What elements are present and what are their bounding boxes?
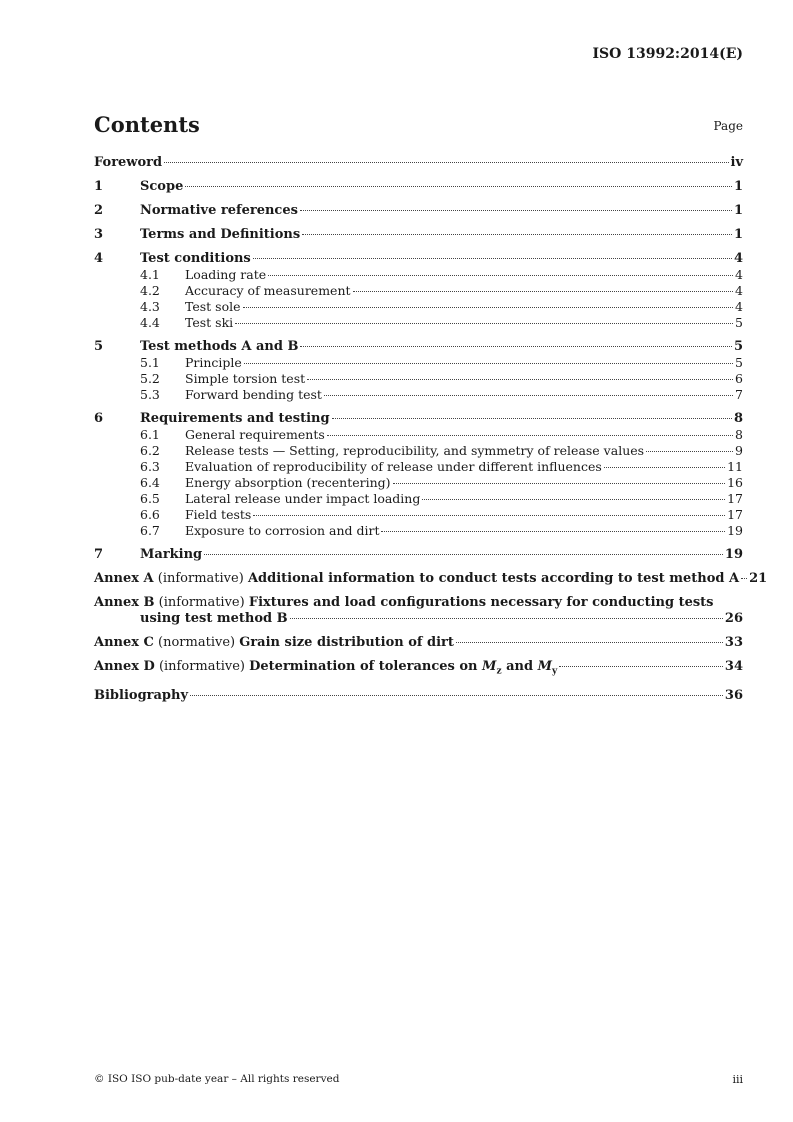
- toc-entry-title: Requirements and testing: [140, 411, 330, 426]
- toc-subentry-page: 5: [735, 355, 743, 370]
- toc-entry-number: 6: [94, 411, 104, 426]
- toc-subentry-number: 5.1: [140, 355, 160, 370]
- toc-entry-page: iv: [730, 155, 743, 170]
- annex-page: 33: [724, 635, 743, 650]
- dot-leader: [393, 483, 726, 484]
- toc-entry-title: Normative references: [140, 203, 298, 218]
- table-of-contents: [94, 155, 768, 704]
- dot-leader: [253, 258, 732, 259]
- toc-subentry-title: Energy absorption (recentering): [185, 475, 391, 490]
- toc-subentry-number: 4.3: [140, 299, 160, 314]
- toc-subentry-number: 5.3: [140, 387, 160, 402]
- toc-subentry-title: Exposure to corrosion and dirt: [185, 523, 380, 538]
- toc-subentry-number: 5.2: [140, 371, 160, 386]
- toc-subentry-title: Release tests — Setting, reproducibility, and symmetry of release values: [185, 443, 645, 458]
- dot-leader: [190, 695, 723, 696]
- toc-entry-requirements-and-testing[interactable]: [94, 411, 743, 427]
- toc-subentry[interactable]: [94, 315, 743, 331]
- dot-leader: [243, 307, 734, 308]
- toc-entry-title: Test conditions: [140, 251, 251, 266]
- toc-annex-d[interactable]: [94, 659, 743, 680]
- toc-subentry[interactable]: [94, 387, 743, 403]
- annex-kind: (informative): [158, 659, 245, 674]
- toc-entry-number: 5: [94, 339, 104, 354]
- toc-entry-terms-and-definitions[interactable]: [94, 227, 743, 243]
- toc-entry-title: Marking: [140, 547, 203, 562]
- annex-label: Annex D: [94, 659, 155, 674]
- toc-entry-page: 19: [724, 547, 743, 562]
- toc-subentry-page: 4: [735, 283, 743, 298]
- dot-leader: [456, 642, 723, 643]
- dot-leader: [559, 666, 723, 667]
- annex-title-continuation: using test method B: [140, 611, 288, 626]
- toc-subentry[interactable]: [94, 371, 743, 387]
- dot-leader: [353, 291, 734, 292]
- annex-label: Annex B: [94, 595, 155, 610]
- toc-subentry[interactable]: [94, 267, 743, 283]
- toc-subentry-title: Loading rate: [185, 267, 267, 282]
- toc-subentry[interactable]: [94, 427, 743, 443]
- dot-leader: [185, 186, 732, 187]
- toc-subentry-title: Accuracy of measurement: [185, 283, 351, 298]
- toc-subentry-title: Forward bending test: [185, 387, 322, 402]
- dot-leader: [300, 210, 732, 211]
- toc-entry-bibliography[interactable]: [94, 688, 743, 704]
- annex-title: Additional information to conduct tests according to test method A: [247, 571, 740, 586]
- dot-leader: [204, 554, 723, 555]
- toc-subentry-number: 6.5: [140, 491, 160, 506]
- dot-leader: [235, 323, 733, 324]
- toc-entry-title: Scope: [140, 179, 184, 194]
- dot-leader: [253, 515, 725, 516]
- dot-leader: [332, 418, 732, 419]
- toc-subentry-number: 6.7: [140, 523, 160, 538]
- annex-title: Grain size distribution of dirt: [239, 635, 454, 650]
- dot-leader: [290, 618, 723, 619]
- toc-entry-page: 4: [733, 251, 743, 266]
- footer-page-number: iii: [732, 1073, 743, 1086]
- toc-annex-a[interactable]: [94, 571, 768, 587]
- toc-subentry-page: 4: [735, 299, 743, 314]
- toc-subentry-title: Principle: [185, 355, 242, 370]
- toc-subentry-number: 6.6: [140, 507, 160, 522]
- toc-subentry-page: 19: [727, 523, 743, 538]
- toc-subentry[interactable]: [94, 523, 743, 539]
- contents-title: Contents: [94, 112, 200, 137]
- annex-kind: (informative): [158, 595, 245, 610]
- toc-subentry-number: 6.1: [140, 427, 160, 442]
- annex-title: Fixtures and load configurations necessary for conducting tests: [248, 595, 714, 610]
- toc-entry-number: 4: [94, 251, 104, 266]
- toc-subentry-page: 16: [727, 475, 743, 490]
- toc-subentry-title: General requirements: [185, 427, 325, 442]
- annex-kind: (informative): [157, 571, 244, 586]
- toc-subentry-page: 11: [727, 459, 743, 474]
- annex-title: Determination of tolerances on $M_z$ and $M_y$: [249, 659, 558, 677]
- toc-subentry-page: 8: [735, 427, 743, 442]
- dot-leader: [302, 234, 732, 235]
- toc-entry-title: Terms and Definitions: [140, 227, 301, 242]
- annex-page: 34: [724, 659, 743, 674]
- toc-entry-test-methods[interactable]: [94, 339, 743, 355]
- dot-leader: [164, 162, 728, 163]
- toc-subentry-title: Lateral release under impact loading: [185, 491, 421, 506]
- toc-subentry-title: Test sole: [185, 299, 241, 314]
- doc-code: ISO 13992:2014(E): [592, 46, 743, 62]
- dot-leader: [422, 499, 725, 500]
- toc-subentry[interactable]: [94, 443, 743, 459]
- toc-entry-title: Bibliography: [94, 687, 189, 703]
- annex-page: 26: [724, 611, 743, 626]
- toc-subentry-number: 4.2: [140, 283, 160, 298]
- toc-subentry[interactable]: [94, 283, 743, 299]
- toc-subentry-number: 6.2: [140, 443, 160, 458]
- toc-subentry-number: 4.4: [140, 315, 160, 330]
- toc-subentry-page: 17: [727, 491, 743, 506]
- toc-entry-title: Foreword: [94, 155, 163, 170]
- toc-subentry[interactable]: [94, 299, 743, 315]
- toc-entry-page: 1: [733, 203, 743, 218]
- toc-annex-b[interactable]: [94, 595, 743, 627]
- toc-subentry[interactable]: [94, 491, 743, 507]
- toc-entry-number: 3: [94, 227, 104, 242]
- toc-subentry-title: Simple torsion test: [185, 371, 306, 386]
- toc-subentry-title: Test ski: [185, 315, 234, 330]
- toc-entry-page: 1: [733, 227, 743, 242]
- toc-entry-number: 1: [94, 179, 104, 194]
- footer-copyright: © ISO ISO pub-date year – All rights reserved: [94, 1073, 340, 1085]
- toc-subentry-page: 7: [735, 387, 743, 402]
- toc-subentry[interactable]: [94, 459, 743, 475]
- dot-leader: [381, 531, 725, 532]
- toc-subentry-number: 4.1: [140, 267, 160, 282]
- toc-entry-page: 1: [733, 179, 743, 194]
- annex-label: Annex A: [94, 571, 154, 586]
- toc-entry-normative-references[interactable]: [94, 203, 743, 219]
- toc-subentry[interactable]: [94, 355, 743, 371]
- annex-page: 21: [749, 571, 768, 586]
- toc-subentry-title: Field tests: [185, 507, 252, 522]
- dot-leader: [604, 467, 725, 468]
- annex-kind: (normative): [158, 635, 236, 650]
- toc-annex-c[interactable]: [94, 635, 743, 651]
- toc-subentry-title: Evaluation of reproducibility of release under different influences: [185, 459, 602, 474]
- toc-entry-page: 36: [724, 687, 743, 703]
- toc-entry-number: 7: [94, 547, 104, 562]
- dot-leader: [268, 275, 733, 276]
- toc-subentry-page: 6: [735, 371, 743, 386]
- dot-leader: [300, 346, 731, 347]
- dot-leader: [741, 578, 747, 579]
- toc-subentry-page: 4: [735, 267, 743, 282]
- toc-entry-number: 2: [94, 203, 104, 218]
- toc-subentry[interactable]: [94, 507, 743, 523]
- toc-subentry-page: 5: [735, 315, 743, 330]
- toc-subentry[interactable]: [94, 475, 743, 491]
- toc-entry-page: 5: [733, 339, 743, 354]
- toc-entry-title: Test methods A and B: [140, 339, 299, 354]
- dot-leader: [307, 379, 733, 380]
- dot-leader: [646, 451, 733, 452]
- toc-entry-page: 8: [733, 411, 743, 426]
- page-column-label: Page: [713, 119, 743, 133]
- toc-entry-scope[interactable]: [94, 179, 743, 195]
- toc-entry-foreword[interactable]: [94, 155, 743, 171]
- toc-subentry-page: 9: [735, 443, 743, 458]
- toc-entry-test-conditions[interactable]: [94, 251, 743, 267]
- annex-label: Annex C: [94, 635, 154, 650]
- dot-leader: [244, 363, 733, 364]
- toc-entry-marking[interactable]: [94, 547, 743, 563]
- dot-leader: [327, 435, 733, 436]
- toc-subentry-number: 6.3: [140, 459, 160, 474]
- toc-subentry-page: 17: [727, 507, 743, 522]
- dot-leader: [324, 395, 733, 396]
- toc-subentry-number: 6.4: [140, 475, 160, 490]
